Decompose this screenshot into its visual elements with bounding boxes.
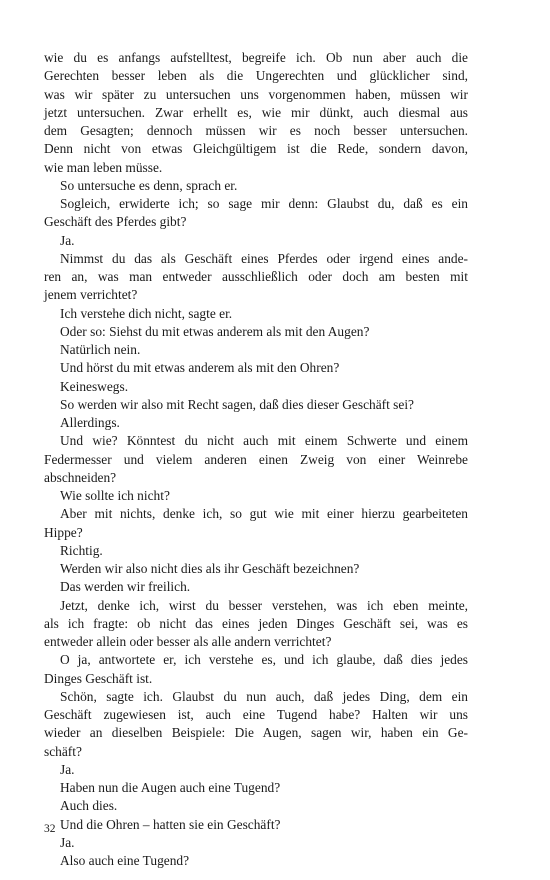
text-line: Ja. <box>60 761 75 777</box>
text-line: Schön, sagte ich. Glaubst du nun auch, daß jedes Ding, dem ein <box>60 688 468 704</box>
text-line: schäft? <box>44 743 82 759</box>
text-line: Sogleich, erwiderte ich; so sage mir denn: Glaubst du, daß es ein <box>60 196 468 211</box>
text-line: wie du es anfangs aufstelltest, begreife ich. Ob nun aber auch die <box>44 50 468 65</box>
text-line: Und hörst du mit etwas anderem als mit den Ohren? <box>60 360 340 376</box>
text-line: Das werden wir freilich. <box>60 579 191 595</box>
page-number: 32 <box>44 823 56 835</box>
text-line: Aber mit nichts, denke ich, so gut wie mit einer hierzu gearbeiteten <box>60 506 468 522</box>
text-line: Jetzt, denke ich, wirst du besser verstehen, was ich eben meinte, <box>60 597 468 613</box>
text-line: Dinges Geschäft ist. <box>44 670 153 686</box>
text-line: Federmesser und vielem anderen einen Zweig von einer Weinrebe <box>44 451 468 467</box>
text-line: dem Gesagten; dennoch müssen wir es noch besser untersuchen. <box>44 123 468 138</box>
text-line: abschneiden? <box>44 469 117 485</box>
text-line: jetzt untersuchen. Zwar erhellt es, wie mir dünkt, auch diesmal aus <box>44 104 468 120</box>
text-line: So werden wir also mit Recht sagen, daß dies dieser Geschäft sei? <box>60 396 415 412</box>
book-page <box>44 49 468 870</box>
text-line: entweder allein oder besser als alle andern verrichtet? <box>44 634 332 649</box>
text-line: Natürlich nein. <box>60 342 141 357</box>
text-line: wieder an dieselben Beispiele: Die Augen, sagen wir, haben ein Ge- <box>44 725 468 741</box>
text-line: Auch dies. <box>60 798 118 814</box>
text-line: jenem verrichtet? <box>44 287 138 303</box>
text-line: Wie sollte ich nicht? <box>60 488 170 503</box>
text-line: So untersuche es denn, sprach er. <box>60 177 238 193</box>
text-line: was wir später zu untersuchen uns vorgenommen haben, müssen wir <box>44 86 468 102</box>
text-line: Und wie? Könntest du nicht auch mit einem Schwerte und einem <box>60 433 468 449</box>
text-line: Oder so: Siehst du mit etwas anderem als mit den Augen? <box>60 323 370 339</box>
text-line: Geschäft des Pferdes gibt? <box>44 214 187 230</box>
text-line: Also auch eine Tugend? <box>60 853 190 868</box>
text-line: ren an, was man entweder ausschließlich oder doch am besten mit <box>44 269 468 284</box>
text-line: Ich verstehe dich nicht, sagte er. <box>60 305 233 321</box>
text-line: Hippe? <box>44 524 83 540</box>
text-line: Denn nicht von etwas Gleichgültigem ist die Rede, sondern davon, <box>44 141 468 157</box>
text-line: Gerechten besser leben als die Ungerechten und glücklicher sind, <box>44 68 468 84</box>
text-line: Geschäft zugewiesen ist, auch eine Tugend habe? Halten wir uns <box>44 707 468 722</box>
text-line: Ja. <box>60 232 75 248</box>
text-line: Allerdings. <box>60 415 120 430</box>
text-line: Werden wir also nicht dies als ihr Geschäft bezeichnen? <box>60 561 360 576</box>
text-line: als ich fragte: ob nicht das eines jeden Dinges Geschäft sei, was es <box>44 615 468 631</box>
text-line: Richtig. <box>60 542 103 558</box>
body-text <box>44 49 468 870</box>
text-line: wie man leben müsse. <box>44 159 163 175</box>
text-line: Nimmst du das als Geschäft eines Pferdes oder irgend eines ande- <box>60 250 468 266</box>
text-line: Ja. <box>60 834 75 850</box>
text-line: Keineswegs. <box>60 378 129 394</box>
text-line: Und die Ohren – hatten sie ein Geschäft? <box>60 816 281 832</box>
text-line: Haben nun die Augen auch eine Tugend? <box>60 780 281 795</box>
text-line: O ja, antwortete er, ich verstehe es, und ich glaube, daß dies jedes <box>60 652 468 668</box>
